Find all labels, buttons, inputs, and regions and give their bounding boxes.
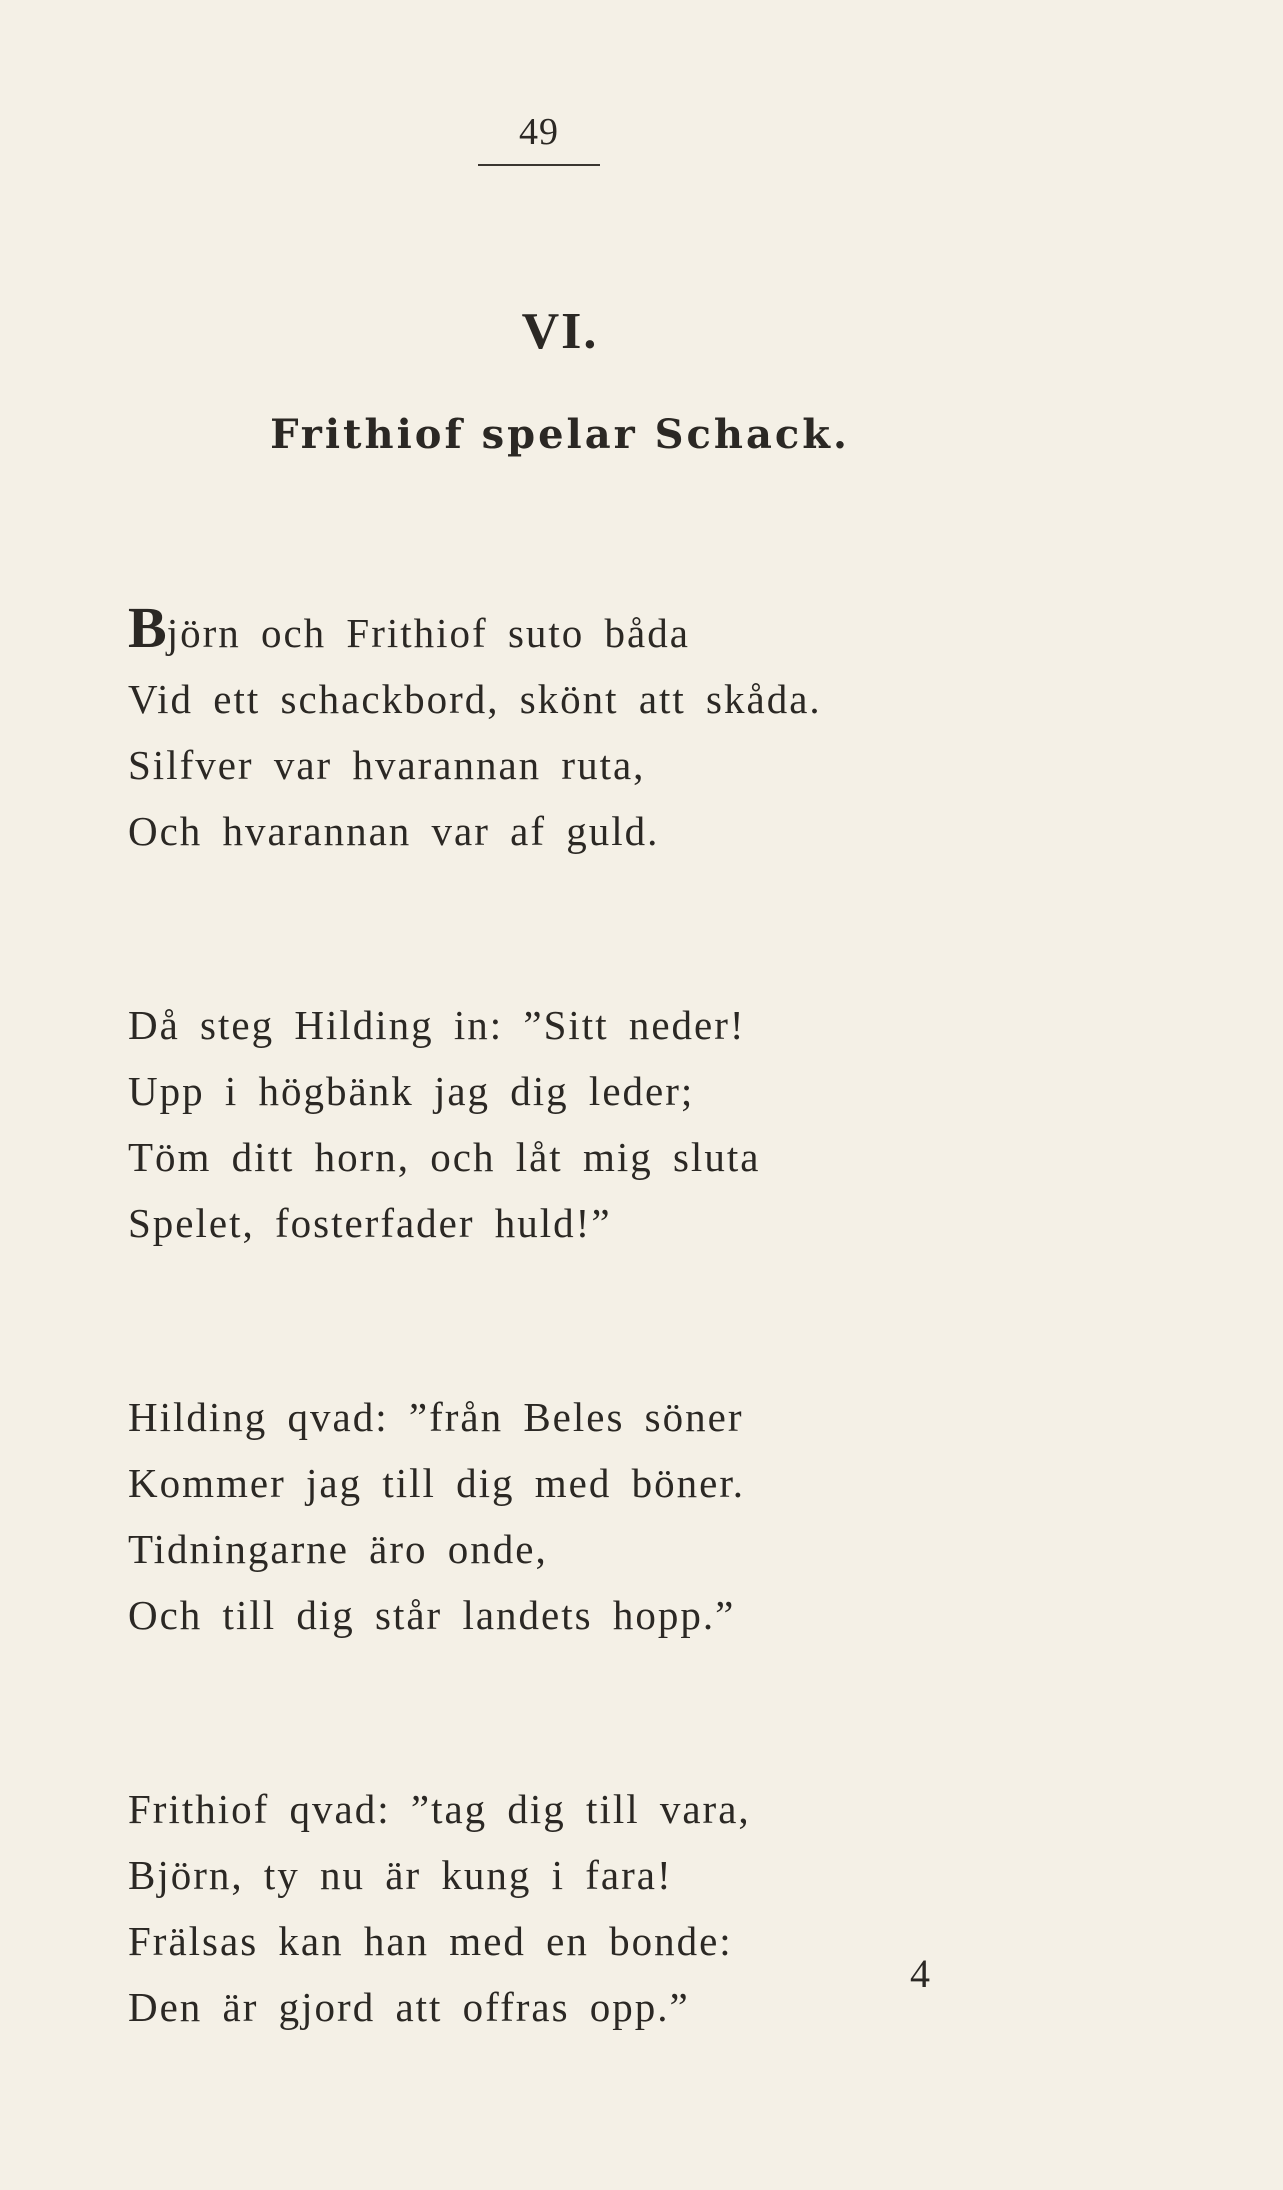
poem-line: Hilding qvad: ”från Beles söner bbox=[128, 1394, 744, 1440]
page-number: 49 bbox=[519, 111, 559, 153]
dropcap: B bbox=[128, 595, 167, 660]
poem-line: Och till dig står landets hopp.” bbox=[128, 1592, 736, 1638]
poem-line: Vid ett schackbord, skönt att skåda. bbox=[128, 676, 822, 722]
poem-line: Frälsas kan han med en bonde: bbox=[128, 1918, 733, 1964]
poem-line: Töm ditt horn, och låt mig sluta bbox=[128, 1134, 761, 1180]
poem-line: Spelet, fosterfader huld!” bbox=[128, 1200, 612, 1246]
line-text: jörn och Frithiof suto båda bbox=[166, 610, 690, 656]
poem-line: Kommer jag till dig med böner. bbox=[128, 1460, 745, 1506]
signature-mark: 4 bbox=[910, 1951, 930, 1996]
poem-line: Den är gjord att offras opp.” bbox=[128, 1984, 690, 2030]
stanza-1 bbox=[128, 595, 1028, 864]
poem-line: Upp i högbänk jag dig leder; bbox=[128, 1068, 695, 1114]
poem-line: Silfver var hvarannan ruta, bbox=[128, 742, 646, 788]
stanza-2 bbox=[128, 992, 1028, 1256]
chapter-title: Frithiof spelar Schack. bbox=[270, 411, 850, 458]
poem-line: Björn, ty nu är kung i fara! bbox=[128, 1852, 673, 1898]
poem-line bbox=[128, 595, 1028, 666]
stanza-4 bbox=[128, 1776, 1028, 2040]
poem-line: Och hvarannan var af guld. bbox=[128, 808, 660, 854]
poem-line: Frithiof qvad: ”tag dig till vara, bbox=[128, 1786, 751, 1832]
chapter-number: VI. bbox=[521, 303, 599, 360]
poem bbox=[128, 595, 1028, 2168]
stanza-3 bbox=[128, 1384, 1028, 1648]
header-rule bbox=[478, 164, 600, 166]
poem-line: Tidningarne äro onde, bbox=[128, 1526, 548, 1572]
poem-line: Då steg Hilding in: ”Sitt neder! bbox=[128, 1002, 746, 1048]
